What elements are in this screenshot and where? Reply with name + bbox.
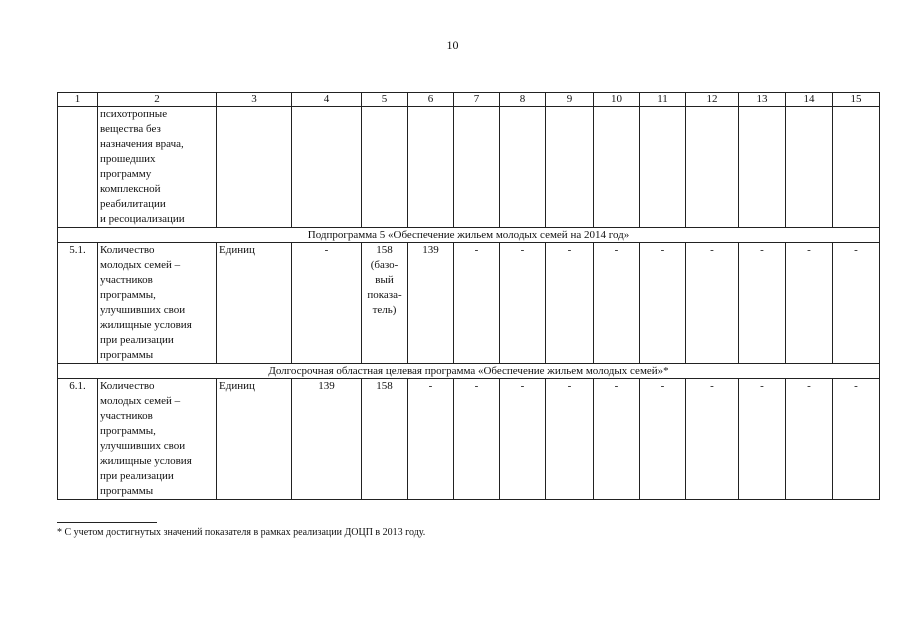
value-cell: - bbox=[500, 243, 546, 364]
header-cell: 4 bbox=[292, 93, 362, 107]
value-cell: - bbox=[786, 379, 833, 500]
value-cell: - bbox=[786, 243, 833, 364]
value-cell: - bbox=[833, 243, 880, 364]
value-cell: - bbox=[546, 243, 594, 364]
value-cell-baseline: 158 (базо- вый показа- тель) bbox=[362, 243, 408, 364]
value-cell: - bbox=[640, 379, 686, 500]
header-cell: 2 bbox=[98, 93, 217, 107]
table-row-5-1 bbox=[58, 243, 880, 364]
value-cell: - bbox=[594, 243, 640, 364]
header-cell: 7 bbox=[454, 93, 500, 107]
section-title: Долгосрочная областная целевая программа «Обеспечение жильем молодых семей»* bbox=[58, 364, 880, 379]
value-cell: - bbox=[686, 243, 739, 364]
value-cell: - bbox=[833, 379, 880, 500]
header-cell: 5 bbox=[362, 93, 408, 107]
value-cell: - bbox=[739, 243, 786, 364]
value-cell: - bbox=[454, 379, 500, 500]
header-cell: 12 bbox=[686, 93, 739, 107]
header-cell: 15 bbox=[833, 93, 880, 107]
page-number: 10 bbox=[446, 38, 459, 52]
header-cell: 10 bbox=[594, 93, 640, 107]
header-cell: 13 bbox=[739, 93, 786, 107]
row-number: 6.1. bbox=[58, 379, 98, 500]
footnote: * С учетом достигнутых значений показателя в рамках реализации ДОЦП в 2013 году. bbox=[57, 527, 426, 538]
value-cell: - bbox=[454, 243, 500, 364]
value-cell: - bbox=[546, 379, 594, 500]
header-cell: 3 bbox=[217, 93, 292, 107]
indicator-name: Количество молодых семей – участников программы, улучшивших свои жилищные условия при реализации программы bbox=[98, 379, 217, 500]
continuation-text: психотропные вещества без назначения врача, прошедших программу комплексной реабилитации и ресоциализации bbox=[98, 107, 217, 228]
value-cell: - bbox=[292, 243, 362, 364]
section-row-subprogram-5 bbox=[58, 228, 880, 243]
value-cell: - bbox=[739, 379, 786, 500]
section-row-long-term-program bbox=[58, 364, 880, 379]
footnote-separator bbox=[57, 522, 157, 523]
indicator-name: Количество молодых семей – участников программы, улучшивших свои жилищные условия при реализации программы bbox=[98, 243, 217, 364]
value-cell: 158 bbox=[362, 379, 408, 500]
value-cell: - bbox=[408, 379, 454, 500]
unit-cell: Единиц bbox=[217, 243, 292, 364]
table-row-6-1 bbox=[58, 379, 880, 500]
value-cell: - bbox=[500, 379, 546, 500]
value-cell: - bbox=[594, 379, 640, 500]
header-cell: 1 bbox=[58, 93, 98, 107]
header-cell: 11 bbox=[640, 93, 686, 107]
header-cell: 14 bbox=[786, 93, 833, 107]
header-cell: 6 bbox=[408, 93, 454, 107]
section-title: Подпрограмма 5 «Обеспечение жильем молодых семей на 2014 год» bbox=[58, 228, 880, 243]
value-cell: 139 bbox=[292, 379, 362, 500]
header-cell: 8 bbox=[500, 93, 546, 107]
row-number: 5.1. bbox=[58, 243, 98, 364]
header-cell: 9 bbox=[546, 93, 594, 107]
value-cell: - bbox=[640, 243, 686, 364]
indicator-table bbox=[57, 92, 880, 500]
table-row-continuation bbox=[58, 107, 880, 228]
unit-cell: Единиц bbox=[217, 379, 292, 500]
table-header-row bbox=[58, 93, 880, 107]
value-cell: 139 bbox=[408, 243, 454, 364]
value-cell: - bbox=[686, 379, 739, 500]
